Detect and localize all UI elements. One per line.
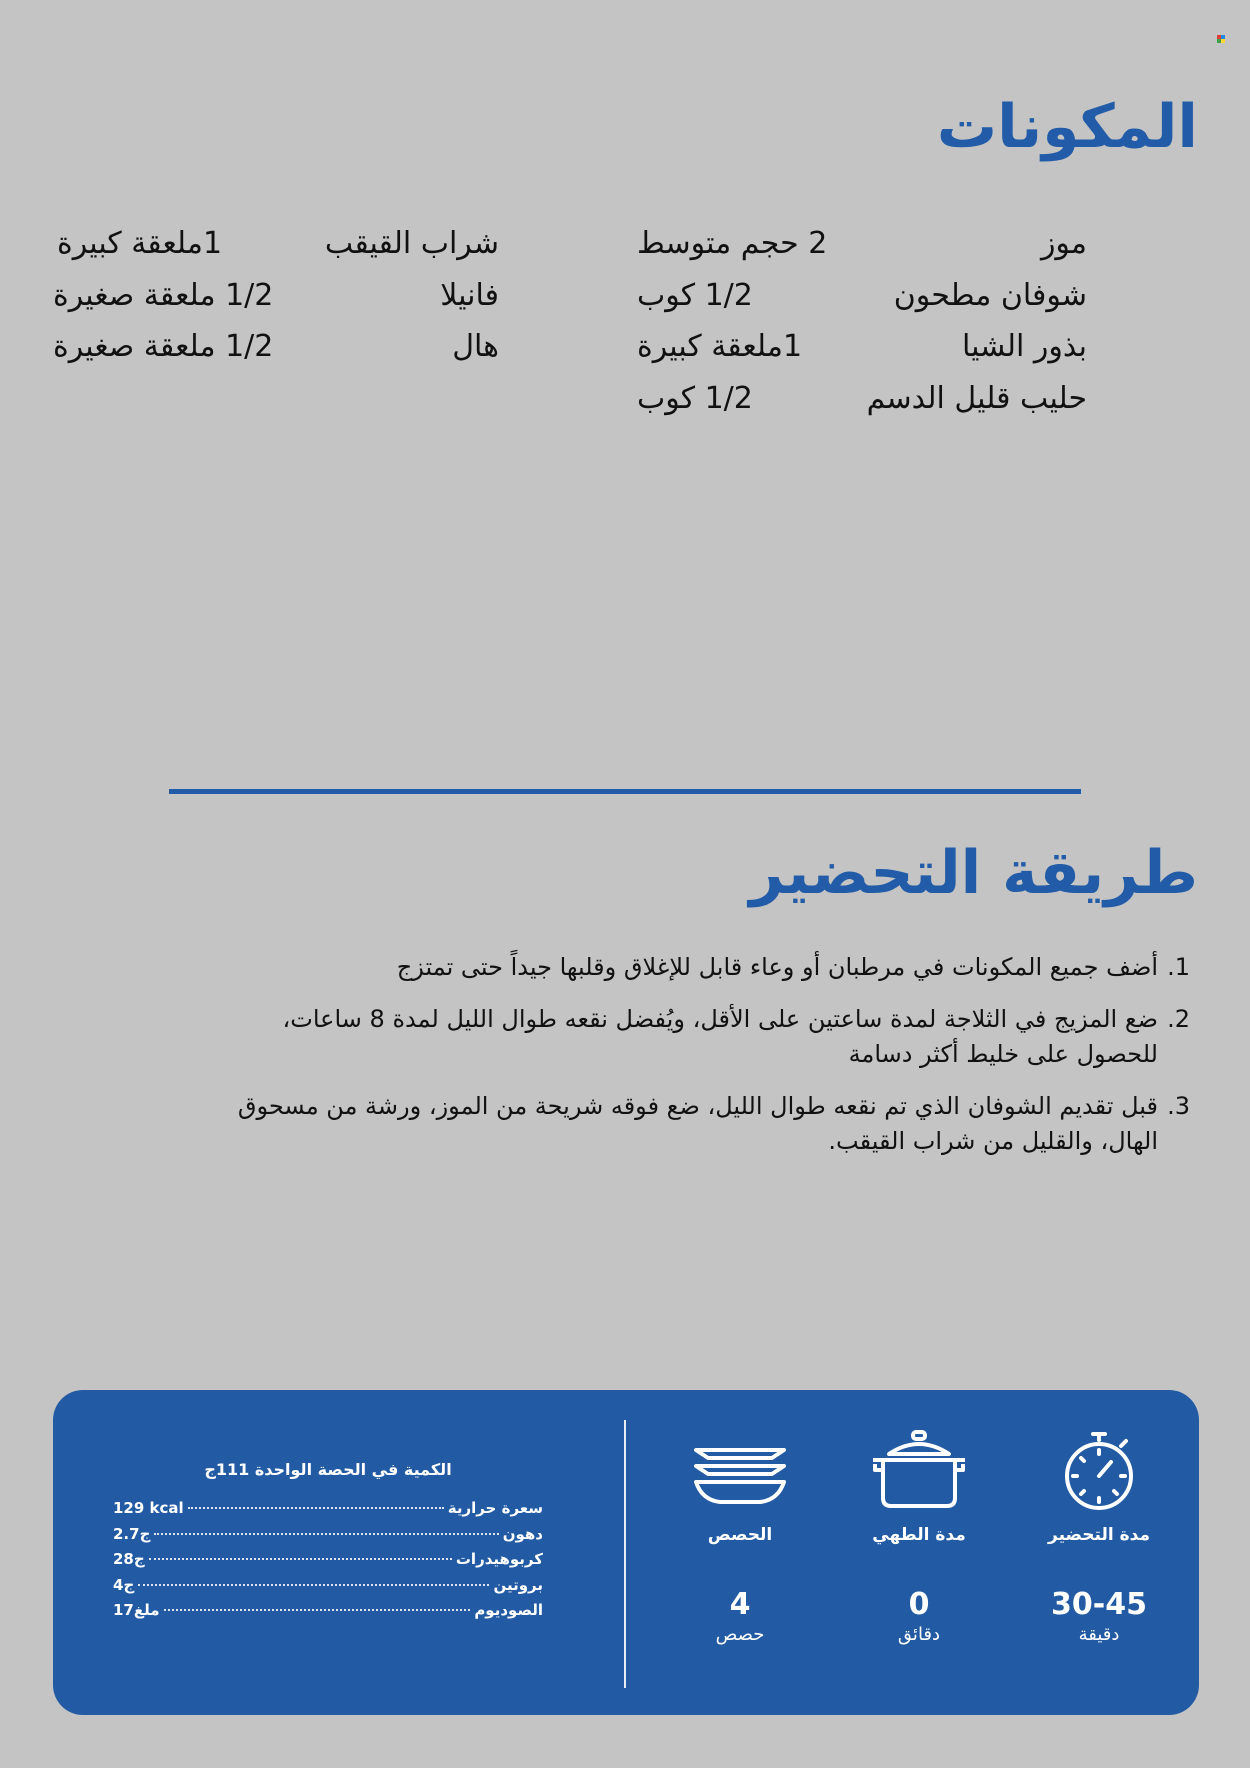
ingredient-name: بذور الشيا	[961, 329, 1087, 364]
prep-time-value: 30-45	[1051, 1587, 1147, 1622]
nutrition-value: 17ملغ	[113, 1601, 160, 1619]
ingredient-qty: 1/2 ملعقة صغيرة	[53, 278, 274, 313]
step-text: أضف جميع المكونات في مرطبان أو وعاء قابل للإغلاق وقلبها جيداً حتى تمتزج	[396, 953, 1158, 981]
nutrition-value: 129 kcal	[113, 1499, 184, 1517]
prep-time-label: مدة التحضير	[1048, 1525, 1150, 1545]
prep-time-stat	[1024, 1430, 1174, 1645]
dot-leader	[149, 1558, 452, 1560]
section-divider	[169, 789, 1081, 794]
preparation-steps	[230, 950, 1190, 1176]
stopwatch-icon	[1059, 1430, 1139, 1510]
nutrition-value: 28ج	[113, 1550, 145, 1568]
nutrition-row	[113, 1601, 543, 1627]
nutrition-label: الصوديوم	[474, 1601, 543, 1619]
nutrition-label: سعرة حرارية	[447, 1499, 543, 1517]
ingredient-name: فانيلا	[440, 278, 499, 313]
step-text: ضع المزيج في الثلاجة لمدة ساعتين على الأقل، ويُفضل نقعه طوال الليل لمدة 8 ساعات، للحصول على خليط أكثر دسامة	[282, 1005, 1158, 1068]
color-dot-icon	[1217, 35, 1225, 43]
prep-time-unit: دقيقة	[1078, 1624, 1120, 1645]
pot-icon	[869, 1430, 969, 1510]
step-number: 2.	[1167, 1005, 1190, 1033]
servings-label: الحصص	[707, 1525, 773, 1545]
nutrition-row	[113, 1499, 543, 1525]
cook-time-unit: دقائق	[897, 1624, 941, 1645]
ingredient-name: شراب القيقب	[324, 226, 499, 261]
plates-icon	[690, 1430, 790, 1510]
recipe-info-panel	[53, 1390, 1199, 1715]
ingredient-qty: 1ملعقة كبيرة	[57, 226, 223, 261]
ingredient-name: شوفان مطحون	[893, 278, 1087, 313]
dot-leader	[154, 1533, 498, 1535]
nutrition-label: بروتين	[493, 1575, 543, 1594]
nutrition-facts	[113, 1460, 543, 1627]
ingredients-title: المكونات	[936, 92, 1198, 162]
step-item	[230, 1089, 1190, 1159]
ingredient-qty: 1/2 ملعقة صغيرة	[53, 329, 274, 364]
nutrition-label: دهون	[502, 1524, 543, 1543]
step-number: 1.	[1167, 953, 1190, 981]
step-text: قبل تقديم الشوفان الذي تم نقعه طوال الليل، ضع فوقه شريحة من الموز، ورشة من مسحوق الهال، والقليل من شراب القيقب.	[237, 1092, 1158, 1155]
ingredient-name: هال	[452, 329, 499, 364]
step-item	[230, 950, 1190, 985]
cook-time-value: 0	[908, 1587, 930, 1622]
panel-divider	[624, 1420, 626, 1688]
nutrition-value: 4ج	[113, 1575, 135, 1594]
nutrition-value: 2.7ج	[113, 1524, 151, 1543]
ingredient-qty: 1/2 كوب	[637, 278, 753, 313]
dot-leader	[164, 1609, 471, 1611]
nutrition-label: كربوهيدرات	[455, 1550, 543, 1568]
cook-time-stat	[844, 1430, 994, 1645]
nutrition-row	[113, 1550, 543, 1576]
ingredient-qty: 1/2 كوب	[637, 381, 753, 416]
cook-time-label: مدة الطهي	[872, 1525, 966, 1545]
servings-value: 4	[729, 1587, 751, 1622]
ingredient-name: حليب قليل الدسم	[866, 381, 1087, 416]
dot-leader	[138, 1584, 489, 1586]
dot-leader	[188, 1507, 444, 1509]
ingredient-qty: 1ملعقة كبيرة	[637, 329, 803, 364]
servings-stat	[665, 1430, 815, 1645]
step-item	[230, 1002, 1190, 1072]
ingredient-name: موز	[1040, 226, 1087, 261]
nutrition-row	[113, 1576, 543, 1602]
preparation-title: طريقة التحضير	[749, 838, 1198, 908]
nutrition-row	[113, 1525, 543, 1551]
ingredient-qty: 2 حجم متوسط	[637, 226, 828, 261]
step-number: 3.	[1167, 1092, 1190, 1120]
servings-unit: حصص	[715, 1624, 765, 1645]
nutrition-header: الكمية في الحصة الواحدة 111ج	[204, 1460, 452, 1479]
